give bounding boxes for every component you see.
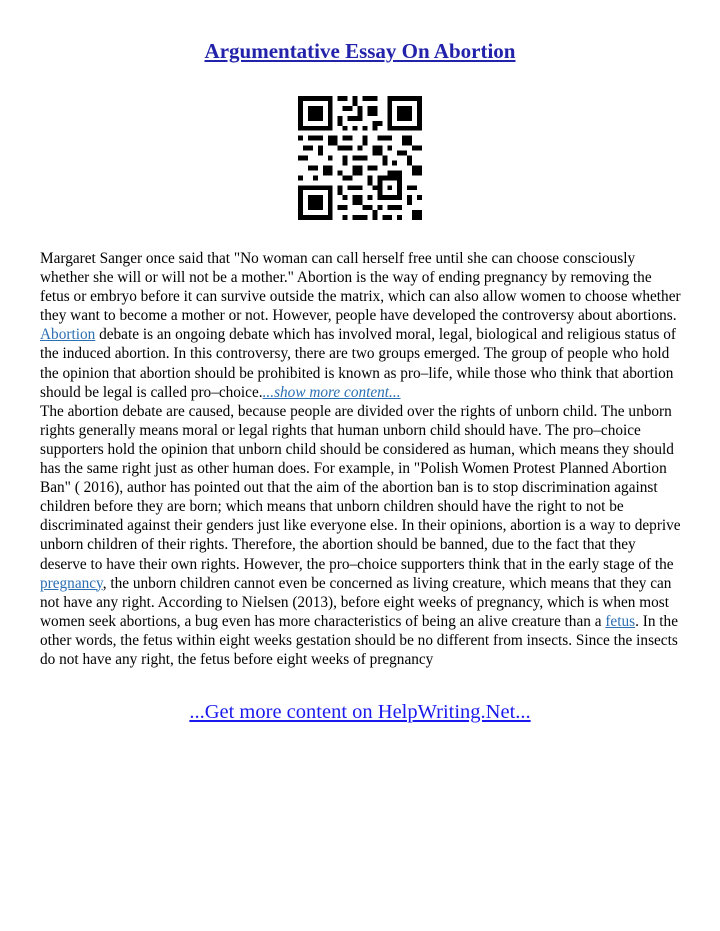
get-more-content-link[interactable]: ...Get more content on HelpWriting.Net... bbox=[189, 701, 531, 723]
paragraph-intro bbox=[40, 249, 685, 402]
pregnancy-link[interactable]: pregnancy bbox=[40, 574, 103, 592]
fetus-link[interactable]: fetus bbox=[605, 612, 636, 630]
paragraph-body-text-c: . In the other words, the fetus within eight weeks gestation should be no different from insects. Since the insects do not have any right, the fetus before eight weeks of pregnancy bbox=[40, 612, 678, 668]
paragraph-intro-text-a: Margaret Sanger once said that "No woman can call herself free until she can choose consciously whether she will or will not be a mother." Abortion is the way of ending pregnancy by removing the fetus or embryo before it can survive outside the matrix, which can also allow women to choose whether they want to become a mother or not. However, people have developed the controversy about abortions. bbox=[40, 250, 681, 325]
paragraph-body bbox=[40, 402, 685, 669]
show-more-link[interactable]: ...show more content... bbox=[262, 383, 401, 401]
title-link[interactable]: Argumentative Essay On Abortion bbox=[204, 39, 516, 63]
paragraph-body-text-b: , the unborn children cannot even be concerned as living creature, which means that they can not have any right. According to Nielsen (2013), before eight weeks of pregnancy, which is when most women seek abortions, a bug even has more characteristics of being an alive creature than a bbox=[40, 574, 672, 630]
essay-body bbox=[40, 249, 685, 669]
paragraph-body-text-a: The abortion debate are caused, because people are divided over the rights of unborn child. The unborn rights generally means moral or legal rights that human unborn child should have. The pro–choice supporters hold the opinion that unborn child should be considered as human, which means they should has the same right just as other human does. For example, in "Polish Women Protest Planned Abortion Ban" ( 2016), author has pointed out that the aim of the abortion ban is to stop discrimination against children before they are born; which means that unborn children should have the right to not be discriminated against their genders just like everyone else. In their opinions, abortion is a way to deprive unborn children of their rights. Therefore, the abortion should be banned, due to the fact that they deserve to have their own rights. However, the pro–choice supporters think that in the early stage of the bbox=[40, 402, 681, 573]
paragraph-intro-text-b: debate is an ongoing debate which has involved moral, legal, biological and religious status of the induced abortion. In this controversy, there are two groups emerged. The group of people who hold the opinion that abortion should be prohibited is known as pro–life, while those who think that abortion should be legal is called pro–choice. bbox=[40, 326, 676, 401]
page-title[interactable] bbox=[0, 38, 720, 64]
abortion-link[interactable]: Abortion bbox=[40, 326, 96, 344]
qr-code-icon bbox=[298, 96, 422, 220]
